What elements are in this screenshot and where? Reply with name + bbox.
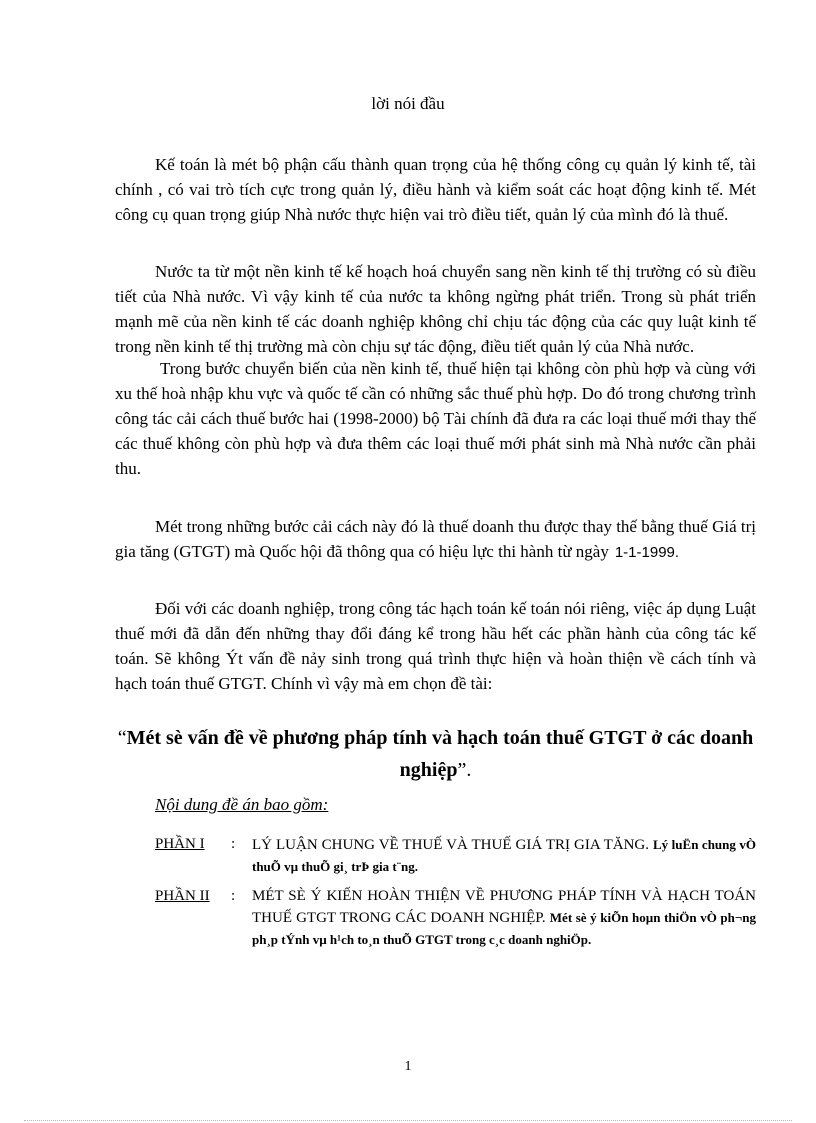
paragraph-vat-law-text: Mét trong những bước cải cách này đó là thuế doanh thu được thay thế bằng thuế Giá trị gia tăng (GTGT) mà Quốc hội đã thông qua có hiệu lực thi hành từ ngày: [115, 517, 756, 561]
part-label: PHẦN I: [155, 836, 205, 852]
paragraph-intro: Kế toán là mét bộ phận cấu thành quan trọng của hệ thống công cụ quản lý kinh tế, tài chính , có vai trò tích cực trong quản lý, điều hành và kiểm soát các hoạt động kinh tế. Mét công cụ quan trọng giúp Nhà nước thực hiện vai trò điều tiết, quản lý của mình đó là thuế.: [115, 155, 756, 224]
paragraph-economy: Nước ta từ một nền kinh tế kế hoạch hoá chuyển sang nền kinh tế thị trường có sù điều tiết của Nhà nước. Vì vậy kinh tế của nước ta không ngừng phát triển. Trong sù phát triển mạnh mẽ của nền kinh tế các doanh nghiệp không chỉ chịu tác động của các quy luật kinh tế trong nền kinh tế thị trường mà còn chịu sự tác động, điều tiết quản lý của Nhà nước.: [115, 262, 756, 356]
paragraph-vat-law: [115, 514, 756, 565]
effective-date: 1-1-1999.: [614, 544, 680, 561]
page-heading: lời nói đầu: [371, 94, 445, 113]
topic-text: Mét sè vấn đề về phương pháp tính và hạch toán thuế GTGT ở các doanh nghiệp: [126, 727, 754, 781]
part-body: [252, 834, 756, 878]
part-title: LÝ LUẬN CHUNG VỀ THUẾ VÀ THUẾ GIÁ TRỊ GIA TĂNG.: [252, 837, 650, 853]
part-label: PHẦN II: [155, 888, 210, 904]
contents-title: Nội dung đề án bao gồm:: [155, 795, 329, 814]
essay-topic: [115, 722, 756, 786]
part-garbled-title: Mét sè ý kiÕn hoµn thiÖn vÒ ph¬ng ph¸p tÝnh vµ h¹ch to¸n thuÕ GTGT trong c¸c doanh nghiÖp.: [252, 910, 757, 947]
part-garbled-title: Lý luËn chung vÒ thuÕ vµ thuÕ gi¸ trÞ gia t¨ng.: [252, 837, 756, 874]
part-entry: [155, 834, 756, 878]
paragraph-topic-reason: Đối với các doanh nghiệp, trong công tác hạch toán kế toán nói riêng, việc áp dụng Luật thuế mới đã dẫn đến những thay đổi đáng kể trong hầu hết các phần hành của công tác kế toán. Sẽ không Ýt vấn đề nảy sinh trong quá trình thực hiện và hoàn thiện về cách tính và hạch toán thuế GTGT. Chính vì vậy mà em chọn đề tài:: [115, 599, 756, 693]
part-title: MÉT SÈ Ý KIẾN HOÀN THIỆN VỀ PHƯƠNG PHÁP TÍNH VÀ HẠCH TOÁN THUẾ GTGT TRONG CÁC DOANH NGHIỆP.: [252, 888, 756, 926]
part-separator: :: [231, 836, 236, 852]
topic-close-quote: ”.: [457, 759, 472, 781]
part-body: [252, 886, 756, 951]
part-entry: [155, 886, 756, 951]
page-bottom-divider: [24, 1120, 792, 1121]
page-number: 1: [404, 1059, 412, 1074]
topic-open-quote: “: [117, 727, 127, 749]
paragraph-tax-reform: Trong bước chuyển biến của nền kinh tế, thuế hiện tại không còn phù hợp và cùng với xu thế hoà nhập khu vực và quốc tế cần có những sắc thuế phù hợp. Do đó trong chương trình công tác cải cách thuế bước hai (1998-2000) bộ Tài chính đã đưa ra các loại thuế mới thay thế các thuế không còn phù hợp và đưa thêm các loại thuế mới phát sinh mà Nhà nước cần phải thu.: [115, 359, 756, 478]
part-separator: :: [231, 888, 236, 904]
